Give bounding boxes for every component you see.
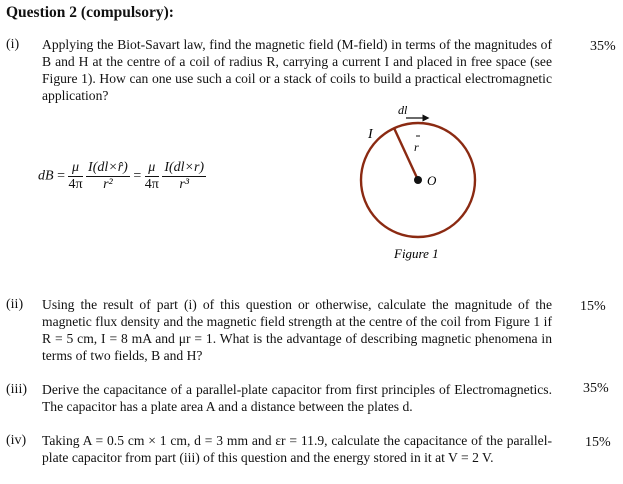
- question-3-text: Derive the capacitance of a parallel-plate capacitor from first principles of Electromagnetics. The capacitor has a plate area A and a distance between the plates d.: [42, 382, 552, 414]
- equation-frac1-num: μ: [68, 160, 82, 177]
- radius-line: [394, 128, 418, 180]
- equation-term1-num: I(dl×r̂): [88, 160, 128, 175]
- equation-frac2-num: μ: [145, 160, 159, 177]
- question-4-number: (iv): [6, 433, 27, 448]
- centre-point: [414, 176, 422, 184]
- equation-frac2-den: 4π: [144, 177, 159, 192]
- figure-caption: Figure 1: [394, 246, 439, 261]
- equation-term2-num: I(dl×r): [164, 160, 205, 175]
- current-label: I: [368, 127, 373, 142]
- equation-frac1-den: 4π: [68, 177, 83, 192]
- question-2-number: (ii): [6, 297, 24, 312]
- question-1-number: (i): [6, 37, 20, 52]
- coil-figure: [350, 96, 490, 271]
- biot-savart-equation: dB = $\frac{\mu}{4\pi}$ $\frac{I(dl\times r̂)}{\text{r²}}$ = $\frac{\mu}{4\pi}$ $\frac{I(dl\times r)}{\text{r³}}$: [38, 160, 205, 192]
- question-2-text: Using the result of part (i) of this question or otherwise, calculate the magnitude of the magnetic flux density and the magnetic field strength at the centre of the coil from Figure 1 if R = 5 cm, I = 8 mA and μr = 1. What is the advantage of describing magnetic phenomena in terms of two fields, B and H?: [42, 297, 552, 363]
- question-3-number: (iii): [6, 382, 27, 397]
- question-1-text: Applying the Biot-Savart law, find the magnetic field (M-field) in terms of the magnitudes of B and H at the centre of a coil of radius R, carrying a current I and placed in free space (see Figure 1). How can one use such a coil or a stack of coils to build a practical electromagnetic application?: [42, 37, 552, 103]
- equation-term2-den: r³: [179, 177, 190, 192]
- question-heading: Question 2 (compulsory):: [6, 4, 174, 21]
- question-1-percent: 35%: [590, 39, 616, 54]
- dl-label: dl: [398, 103, 408, 117]
- question-2-percent: 15%: [580, 299, 606, 314]
- centre-label: O: [427, 173, 437, 188]
- equation-term1-den: r²: [103, 177, 113, 192]
- radius-label: r: [414, 140, 419, 154]
- question-3-percent: 35%: [583, 381, 609, 396]
- equation-lhs: dB: [38, 168, 54, 184]
- question-4-percent: 15%: [585, 435, 611, 450]
- question-4-text: Taking A = 0.5 cm × 1 cm, d = 3 mm and εr = 11.9, calculate the capacitance of the parallel-plate capacitor from part (iii) of this question and the energy stored in it at V = 2 V.: [42, 433, 552, 465]
